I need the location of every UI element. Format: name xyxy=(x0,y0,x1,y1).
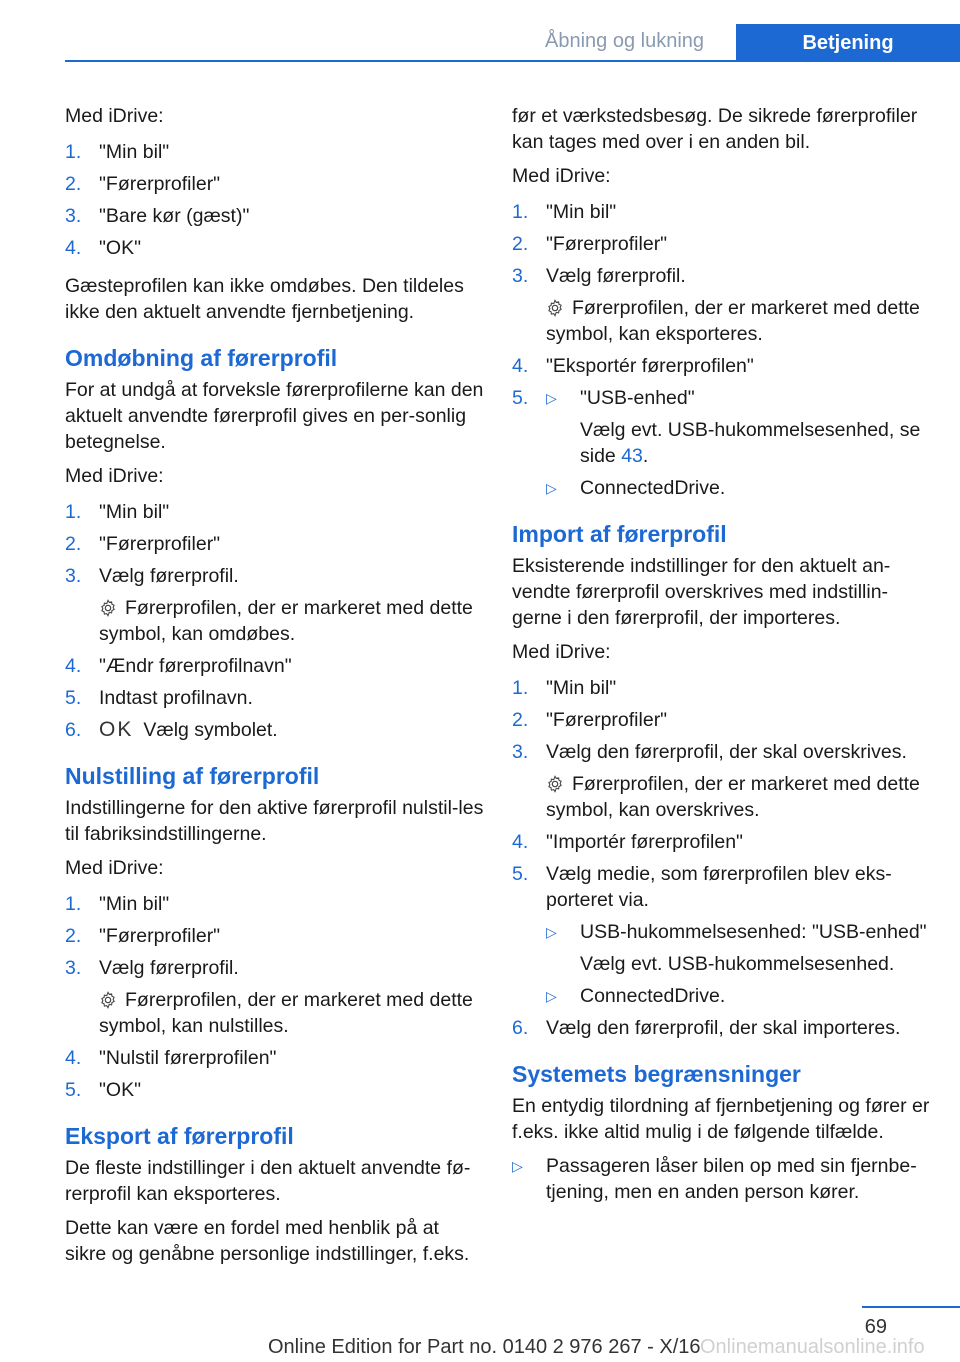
guest-note: Gæsteprofilen kan ikke omdøbes. Den tildeles ikke den aktuelt anvendte fjernbetjening. xyxy=(65,275,464,323)
left-column xyxy=(65,103,485,1275)
gear-icon xyxy=(99,991,117,1009)
rename-intro: Med iDrive: xyxy=(65,465,164,487)
list-item: 6. OK Vælg symbolet. xyxy=(65,718,278,741)
gear-icon xyxy=(546,299,564,317)
import-steps xyxy=(512,675,937,1041)
footer-rule xyxy=(862,1306,960,1308)
reset-intro: Med iDrive: xyxy=(65,857,164,879)
list-item: 2. "Førerprofiler" xyxy=(65,925,221,947)
section-title: Åbning og lukning xyxy=(545,30,705,52)
reset-desc: Indstillingerne for den aktive førerprofil nulstil-les til fabriksindstillingerne. xyxy=(65,797,484,845)
list-item: 6. Vælg den førerprofil, der skal importeres. xyxy=(512,1017,901,1039)
rename-heading: Omdøbning af førerprofil xyxy=(65,345,338,371)
list-item: 3. Vælg førerprofil. Førerprofilen, der er markeret med dette symbol, kan eksporteres. xyxy=(512,265,920,345)
rename-steps xyxy=(65,499,485,743)
list-item: 1. "Min bil" xyxy=(512,201,617,223)
list-item: 3. Vælg førerprofil. Førerprofilen, der er markeret med dette symbol, kan omdøbes. xyxy=(65,565,473,645)
limits-heading: Systemets begrænsninger xyxy=(512,1061,801,1087)
list-item: ▷ ConnectedDrive. xyxy=(546,985,726,1007)
page-link[interactable]: 43 xyxy=(621,445,643,467)
list-item: 4. "Nulstil førerprofilen" xyxy=(65,1047,277,1069)
reset-heading: Nulstilling af førerprofil xyxy=(65,763,320,789)
ok-icon: OK xyxy=(99,718,134,741)
list-item: 1. "Min bil" xyxy=(65,893,170,915)
list-item: 1. "Min bil" xyxy=(65,141,170,163)
watermark: Onlinemanualsonline.info xyxy=(700,1336,925,1358)
gear-icon xyxy=(546,775,564,793)
export-p2: Dette kan være en fordel med henblik på at sikre og genåbne personlige indstillinger, f.eks. xyxy=(65,1217,470,1265)
list-item: ▷ ConnectedDrive. xyxy=(546,477,726,499)
rename-desc: For at undgå at forveksle førerprofilerne kan den aktuelt anvendte førerprofil gives en per-sonlig betegnelse. xyxy=(65,379,484,453)
export-p1: De fleste indstillinger i den aktuelt anvendte fø-rerprofil kan eksporteres. xyxy=(65,1157,471,1205)
export-intro: Med iDrive: xyxy=(512,165,611,187)
right-column xyxy=(512,103,937,1211)
list-item: 1. "Min bil" xyxy=(512,677,617,699)
limits-desc: En entydig tilordning af fjernbetjening og fører er f.eks. ikke altid mulig i de følgende tilfælde. xyxy=(512,1095,930,1143)
list-item: 2. "Førerprofiler" xyxy=(65,173,221,195)
import-media-list xyxy=(546,919,937,1009)
intro-text: Med iDrive: xyxy=(65,105,164,127)
import-desc: Eksisterende indstillinger for den aktuelt an-vendte førerprofil overskrives med indstillin-gerne i den førerprofil, der importeres. xyxy=(512,555,891,629)
list-item: 3. Vælg den førerprofil, der skal overskrives. Førerprofilen, der er markeret med dette symbol, kan overskrives. xyxy=(512,741,920,821)
edition-text: Online Edition for Part no. 0140 2 976 267 - X/16 xyxy=(268,1336,701,1358)
list-item: 5. "OK" xyxy=(65,1079,142,1101)
page-number: 69 xyxy=(864,1316,887,1338)
gear-icon xyxy=(99,599,117,617)
export-continued: før et værkstedsbesøg. De sikrede førerprofiler kan tages med over i en anden bil. xyxy=(512,105,918,153)
list-item: 4. "OK" xyxy=(65,237,142,259)
list-item: 5. ▷ "USB-enhed" Vælg evt. USB-hukommelsesenhed, se side 43. ▷ ConnectedDrive. xyxy=(512,385,937,501)
list-item: 2. "Førerprofiler" xyxy=(512,233,668,255)
list-item: 3. Vælg førerprofil. Førerprofilen, der er markeret med dette symbol, kan nulstilles. xyxy=(65,957,473,1037)
list-item: 4. "Eksportér førerprofilen" xyxy=(512,355,754,377)
page-footer xyxy=(0,1300,960,1362)
reset-steps xyxy=(65,891,485,1103)
export-steps xyxy=(512,199,937,501)
chapter-tab[interactable]: Betjening xyxy=(736,24,960,60)
limits-list xyxy=(512,1153,937,1205)
list-item: 2. "Førerprofiler" xyxy=(512,709,668,731)
header-rule xyxy=(65,60,960,62)
export-media-list xyxy=(546,385,937,501)
list-item: 2. "Førerprofiler" xyxy=(65,533,221,555)
import-heading: Import af førerprofil xyxy=(512,521,727,547)
list-item: 4. "Importér førerprofilen" xyxy=(512,831,743,853)
export-heading: Eksport af førerprofil xyxy=(65,1123,294,1149)
guest-steps xyxy=(65,139,485,261)
list-item: ▷ USB-hukommelsesenhed: "USB-enhed" Vælg evt. USB-hukommelsesenhed. xyxy=(546,921,927,975)
list-item: ▷ Passageren låser bilen op med sin fjernbe-tjening, men en anden person kører. xyxy=(512,1155,917,1203)
list-item: 3. "Bare kør (gæst)" xyxy=(65,205,250,227)
list-item: 4. "Ændr førerprofilnavn" xyxy=(65,655,292,677)
import-intro: Med iDrive: xyxy=(512,641,611,663)
list-item: ▷ "USB-enhed" Vælg evt. USB-hukommelsesenhed, se side 43. xyxy=(546,387,921,467)
list-item: 1. "Min bil" xyxy=(65,501,170,523)
list-item: 5. Indtast profilnavn. xyxy=(65,687,253,709)
page-header xyxy=(0,0,960,62)
list-item: 5. Vælg medie, som førerprofilen blev eks-porteret via. ▷ USB-hukommelsesenhed: "USB-enhed" Vælg evt. USB-hukommelsesenhed. ▷ ConnectedDrive. xyxy=(512,861,937,1009)
